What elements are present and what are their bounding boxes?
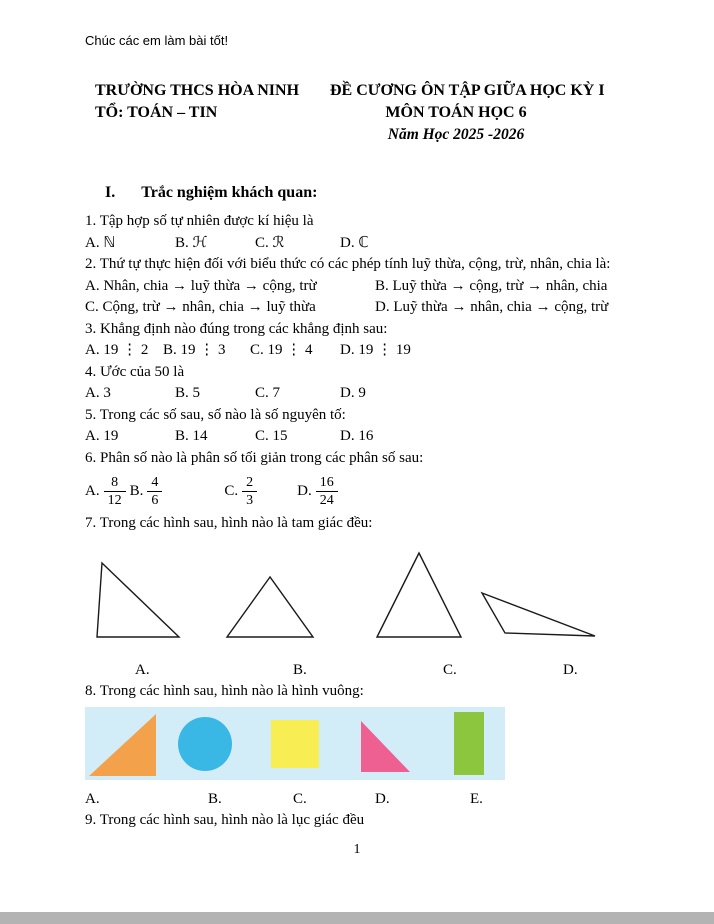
question-6-options [85,469,668,513]
section-heading [85,182,668,204]
q3-option-a: A. 19 ⋮ 2 [85,342,149,358]
q5-option-d: D. 16 [340,428,374,444]
q6-option-a [85,474,126,509]
q7-shape-c-equilateral-triangle-icon [375,551,463,639]
q3-option-d: D. 19 ⋮ 19 [340,342,411,358]
q6-option-c-label: C. [224,482,239,499]
q8-shape-labels [85,788,668,810]
question-2-text: 2. Thứ tự thực hiện đối với biểu thức có các phép tính luỹ thừa, cộng, trừ, nhân, chia là: [85,256,611,272]
question-4-text: 4. Ước của 50 là [85,363,185,380]
school-name: TRƯỜNG THCS HÒA NINH [95,82,300,99]
q2-option-d: D. Luỹ thừa → nhân, chia → cộng, trừ [375,299,609,315]
section-numeral: I. [105,184,116,201]
q1-option-a: A. ℕ [85,234,116,251]
q5-option-c: C. 15 [255,428,288,444]
q8-shape-c-yellow-square-icon [271,720,319,768]
q7-shape-labels [85,659,668,681]
question-5-options [85,426,668,448]
q7-label-a: A. [135,661,150,678]
question-1-options [85,233,668,255]
q7-shape-b-isosceles-triangle-icon [225,575,315,639]
q7-label-b: B. [293,661,307,678]
question-2-options-row2 [85,297,668,319]
question-2-options-row1 [85,276,668,298]
q8-shape-d-pink-triangle-icon [361,721,411,773]
section-title: Trắc nghiệm khách quan: [141,184,318,201]
q4-option-a: A. 3 [85,385,111,401]
question-5-text: 5. Trong các số sau, số nào là số nguyên tố: [85,406,346,423]
q3-option-c: C. 19 ⋮ 4 [250,342,313,358]
q5-option-b: B. 14 [175,428,208,444]
q7-shape-d-obtuse-triangle-icon [480,589,598,639]
q2-option-b: B. Luỹ thừa → cộng, trừ → nhân, chia [375,277,608,294]
q7-shape-area [85,549,668,639]
q3-option-b: B. 19 ⋮ 3 [163,342,226,358]
fraction-8-12: $\frac{8}{12}$ [104,474,126,509]
q6-option-b-label: B. [129,482,144,499]
fraction-16-24: $\frac{16}{24}$ [316,474,338,509]
q8-shape-b-blue-circle-icon [178,717,232,771]
header-left-block [85,80,330,146]
q6-option-c [224,474,257,509]
fraction-4-6: $\frac{4}{6}$ [147,474,162,509]
q6-option-b [130,474,163,509]
q8-label-e: E. [470,791,483,807]
document-header [85,80,668,146]
q6-option-d [297,474,338,509]
q4-option-d: D. 9 [340,385,366,401]
q7-label-d: D. [563,661,578,678]
top-note: Chúc các em làm bài tốt! [85,33,229,48]
q6-option-a-label: A. [85,482,100,499]
doc-title-line1: ĐỀ CƯƠNG ÔN TẬP GIỮA HỌC KỲ I [330,82,605,99]
q4-option-b: B. 5 [175,385,201,401]
q1-option-b: B. ℋ [175,234,208,251]
question-1-text: 1. Tập hợp số tự nhiên được kí hiệu là [85,213,314,229]
q8-shape-a-orange-triangle-icon [89,713,159,777]
q6-option-d-label: D. [297,482,312,499]
fraction-2-3: $\frac{2}{3}$ [242,474,257,509]
question-4-options [85,383,668,405]
q8-shape-banner [85,707,505,780]
q8-label-a: A. [85,791,100,807]
q2-option-c: C. Cộng, trừ → nhân, chia → luỹ thừa [85,299,316,315]
questions-area [85,211,668,832]
q7-shape-a-right-triangle-icon [95,561,181,639]
q2-option-a: A. Nhân, chia → luỹ thừa → cộng, trừ [85,277,317,294]
doc-title-line2: MÔN TOÁN HỌC 6 [385,104,527,121]
q1-option-c: C. ℛ [255,234,285,251]
q8-label-b: B. [208,791,222,807]
q8-label-c: C. [293,791,307,807]
page-number: 1 [353,842,361,857]
question-3-text: 3. Khẳng định nào đúng trong các khẳng định sau: [85,320,388,337]
q8-label-d: D. [375,791,390,807]
header-right-block [330,80,605,146]
question-3-options [85,340,668,362]
department-name: TỔ: TOÁN – TIN [95,104,218,121]
q8-shape-e-green-rectangle-icon [454,712,484,775]
q5-option-a: A. 19 [85,428,119,444]
doc-title-line3: Năm Học 2025 -2026 [387,126,525,143]
question-7-text: 7. Trong các hình sau, hình nào là tam giác đều: [85,515,373,531]
question-6-text: 6. Phân số nào là phân số tối giản trong các phân số sau: [85,449,424,466]
q1-option-d: D. ℂ [340,234,369,251]
question-9-text: 9. Trong các hình sau, hình nào là lục giác đều [85,812,365,828]
question-8-text: 8. Trong các hình sau, hình nào là hình vuông: [85,682,364,699]
q7-label-c: C. [443,661,457,678]
q4-option-c: C. 7 [255,385,281,401]
